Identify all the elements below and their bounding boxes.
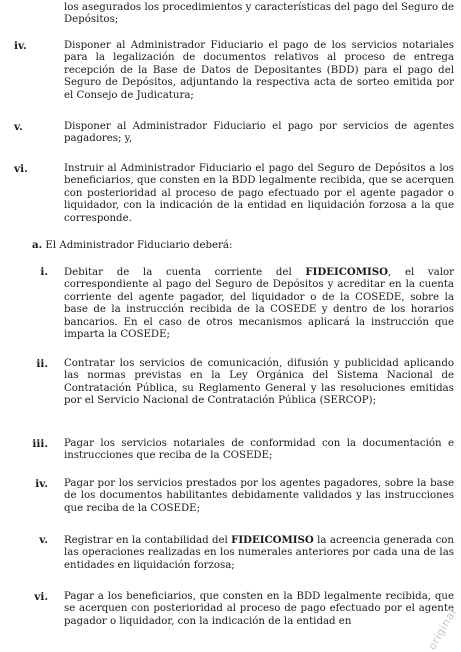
subitem-number: vi. xyxy=(24,591,48,603)
top-continuation-text: los asegurados los procedimientos y características del pago del Seguro de Depósitos; xyxy=(64,2,454,27)
subitem-number: i. xyxy=(24,266,48,278)
subitem-number: iii. xyxy=(24,438,48,450)
item-number: vi. xyxy=(14,163,42,175)
section-letter: a. xyxy=(32,239,42,251)
section-title: El Administrador Fiduciario deberá: xyxy=(45,240,232,251)
subitem-number: ii. xyxy=(24,358,48,370)
subitem-text: Pagar a los beneficiarios, que consten en la BDD legalmente recibida, que se acerquen con posterioridad al proceso de pago efectuado por el agente pagador o liquidador, con la indicación de la entidad en xyxy=(64,591,454,628)
subitem-number: iv. xyxy=(24,478,48,490)
item-text: Disponer al Administrador Fiduciario el pago de los servicios notariales para la legalización de documentos relativos al proceso de entrega recepción de la Base de Datos de Depositantes (BDD) para el pago del Seguro de Depósitos, adjuntando la respectiva acta de sorteo emitida por el Consejo de Judicatura; xyxy=(64,40,454,102)
original-stamp: original xyxy=(425,607,459,652)
section-heading xyxy=(32,239,432,252)
subitem-number: v. xyxy=(24,534,48,546)
item-number: v. xyxy=(14,121,42,133)
subitem-text: Registrar en la contabilidad del FIDEICOMISO la acreencia generada con las operaciones realizadas en los numerales anteriores por cada una de las entidades en liquidación forzosa; xyxy=(64,534,454,572)
subitem-text: Debitar de la cuenta corriente del FIDEICOMISO, el valor correspondiente al pago del Seguro de Depósitos y acreditar en la cuenta corriente del agente pagador, del liquidador o de la COSEDE, sobre la base de la instrucción recibida de la COSEDE y dentro de los horarios bancarios. En el caso de otros mecanismos aplicará la instrucción que imparta la COSEDE; xyxy=(64,266,454,341)
item-text: Instruir al Administrador Fiduciario el pago del Seguro de Depósitos a los beneficiarios, que consten en la BDD legalmente recibida, que se acerquen con posterioridad al proceso de pago efectuado por el agente pagador o liquidador, con la indicación de la entidad en liquidación forzosa a la que corresponde. xyxy=(64,163,454,225)
item-text: Disponer al Administrador Fiduciario el pago por servicios de agentes pagadores; y, xyxy=(64,121,454,146)
subitem-text: Pagar por los servicios prestados por los agentes pagadores, sobre la base de los documentos habilitantes debidamente validados y las instrucciones que reciba de la COSEDE; xyxy=(64,478,454,515)
subitem-text: Pagar los servicios notariales de conformidad con la documentación e instrucciones que reciba de la COSEDE; xyxy=(64,438,454,463)
item-number: iv. xyxy=(14,40,42,52)
subitem-text: Contratar los servicios de comunicación, difusión y publicidad aplicando las normas previstas en la Ley Orgánica del Sistema Nacional de Contratación Pública, su Reglamento General y las resoluciones emitidas por el Servicio Nacional de Contratación Pública (SERCOP); xyxy=(64,358,454,408)
